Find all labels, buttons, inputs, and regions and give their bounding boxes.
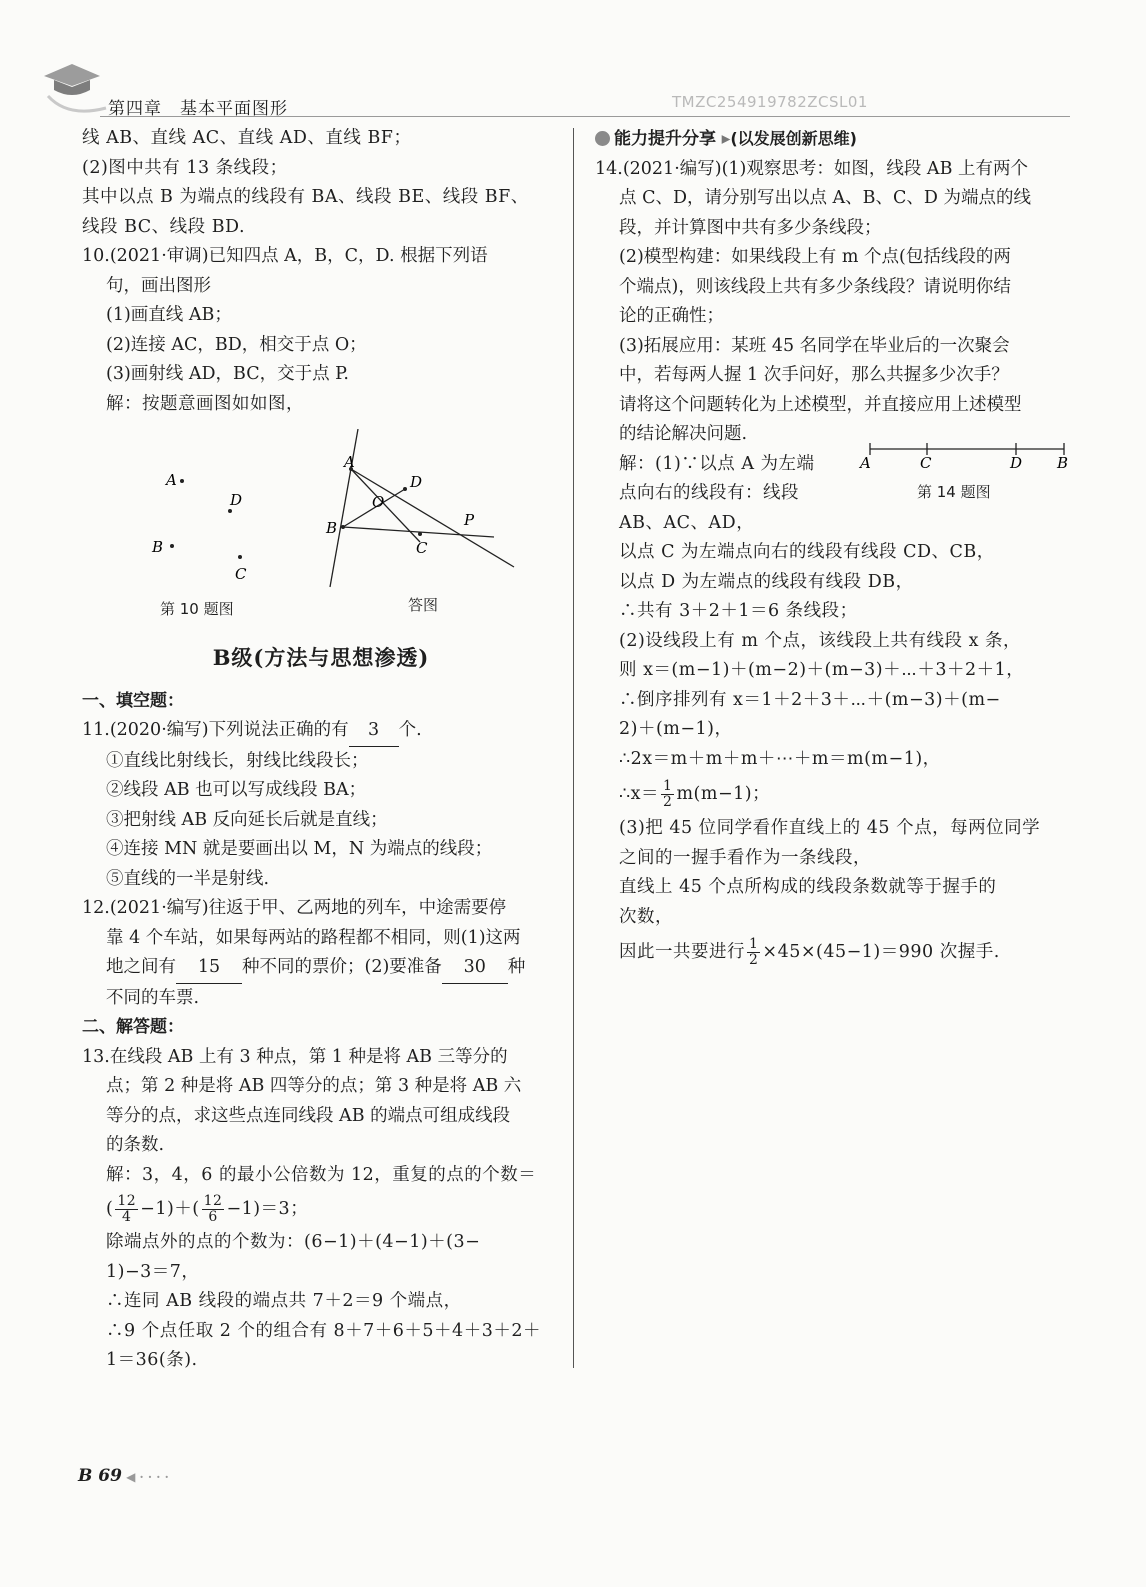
q12-answer-2: 30 <box>442 953 508 984</box>
question-14-line: 的结论解决问题. <box>619 424 748 444</box>
point-label: D <box>410 473 423 491</box>
question-12: 12.(2021·编写)往返于甲、乙两地的列车，中途需要停 <box>82 898 507 918</box>
question-12-line: 不同的车票. <box>106 987 200 1008</box>
right-column <box>595 124 1075 972</box>
formula-text: −1)＝3； <box>226 1199 309 1219</box>
q13-solution: 除端点外的点的个数为：(6−1)＋(4−1)＋(3− <box>106 1232 481 1252</box>
question-14-line: (2)模型构建：如果线段上有 m 个点(包括线段的两 <box>619 247 1011 267</box>
q10-points-figure <box>142 449 262 589</box>
point-label: B <box>326 519 338 537</box>
denominator: 2 <box>663 794 673 810</box>
q11-option: ②线段 AB 也可以写成线段 BA； <box>106 780 367 800</box>
question-14: 14.(2021·编写)(1)观察思考：如图，线段 AB 上有两个 <box>595 158 1028 179</box>
numerator: 1 <box>749 936 759 952</box>
fraction <box>202 1194 225 1225</box>
badge-icon <box>595 131 610 146</box>
q12-answer-1: 15 <box>176 953 242 984</box>
formula-text: ×45×(45−1)＝990 次握手. <box>762 942 1000 962</box>
page-number <box>78 1466 169 1486</box>
question-14-line: 论的正确性； <box>619 306 724 326</box>
point-label: D <box>1010 454 1023 472</box>
q10-answer-figure <box>318 429 538 599</box>
fig10-caption: 第 10 题图 <box>160 600 234 618</box>
chapter-title: 第四章 基本平面图形 <box>108 99 288 119</box>
point-label: C <box>416 539 428 557</box>
point-label: O <box>372 493 385 511</box>
point-label: D <box>230 491 243 509</box>
q14-solution: 之间的一握手看作为一条线段， <box>619 847 871 868</box>
q11-suffix: 个. <box>398 720 422 740</box>
formula-text: −1)＋( <box>140 1199 200 1219</box>
triangle-icon: ◀ · · · · <box>121 1470 169 1484</box>
q11-answer: 3 <box>349 716 399 747</box>
q11-option: ①直线比射线长，射线比线段长； <box>106 750 369 771</box>
q9-solution-line: 线 AB、直线 AC、直线 AD、直线 BF； <box>82 128 412 148</box>
page-header <box>0 0 1146 120</box>
question-10-line: (3)画射线 AD，BC，交于点 P. <box>106 364 349 384</box>
q13-solution: 1＝36(条). <box>106 1350 198 1370</box>
question-11 <box>82 716 560 747</box>
q12-text: 种 <box>507 957 526 977</box>
question-13-line: 点；第 2 种是将 AB 四等分的点；第 3 种是将 AB 六 <box>106 1076 522 1096</box>
q10-figures <box>82 419 552 619</box>
q10-solution: 解：按题意画图如如图， <box>106 393 304 414</box>
q14-solution: 以点 D 为左端点的线段有线段 DB， <box>619 571 914 592</box>
ability-heading <box>595 124 1075 155</box>
book-code: TMZC254919782ZCSL01 <box>672 93 868 111</box>
q11-option: ③把射线 AB 反向延长后就是直线； <box>106 809 388 830</box>
denominator: 2 <box>749 952 759 968</box>
numerator: 12 <box>117 1193 137 1209</box>
question-10-line: (2)连接 AC，BD，相交于点 O； <box>106 334 367 355</box>
q14-solution: 直线上 45 个点所构成的线段条数就等于握手的 <box>619 877 997 897</box>
q14-solution: 解：(1)∵以点 A 为左端 <box>619 453 815 474</box>
q9-solution-line: 其中以点 B 为端点的线段有 BA、线段 BE、线段 BF、 <box>82 187 529 207</box>
q14-solution: (3)把 45 位同学看作直线上的 45 个点，每两位同学 <box>619 818 1041 838</box>
denominator: 4 <box>122 1209 132 1225</box>
point-label: P <box>464 511 475 529</box>
q14-solution-formula <box>595 932 1075 972</box>
page-number-text: B 69 <box>78 1466 122 1486</box>
q9-solution-line: (2)图中共有 13 条线段； <box>82 157 288 178</box>
q14-solution: 点向右的线段有：线段 <box>619 483 799 503</box>
question-14-line: 请将这个问题转化为上述模型，并直接应用上述模型 <box>619 394 1022 415</box>
fig-answer-caption: 答图 <box>408 596 439 614</box>
q13-solution: ∴连同 AB 线段的端点共 7＋2＝9 个端点， <box>106 1291 462 1311</box>
point-label: A <box>344 453 355 471</box>
question-10-line: 句，画出图形 <box>106 275 211 296</box>
q11-text: 11.(2020·编写)下列说法正确的有 <box>82 720 349 740</box>
question-10-line: (1)画直线 AB； <box>106 305 232 325</box>
fraction <box>661 779 674 810</box>
q11-option: ⑤直线的一半是射线. <box>106 868 270 889</box>
point-label: B <box>152 538 164 556</box>
q14-solution: (2)设线段上有 m 个点，该线段上共有线段 x 条， <box>619 630 1022 651</box>
denominator: 6 <box>208 1209 218 1225</box>
q12-text: 地之间有 <box>106 957 176 977</box>
q13-solution: ∴9 个点任取 2 个的组合有 8＋7＋6＋5＋4＋3＋2＋ <box>106 1320 541 1341</box>
fill-blank-heading: 一、填空题： <box>82 690 184 711</box>
formula-text: m(m−1)； <box>676 784 771 804</box>
question-13-line: 的条数. <box>106 1135 165 1155</box>
point-label: B <box>1057 454 1069 472</box>
q14-solution: 以点 C 为左端点向右的线段有线段 CD、CB， <box>619 542 995 562</box>
paren: ( <box>106 1199 114 1219</box>
q12-text: 种不同的票价；(2)要准备 <box>242 957 442 977</box>
fraction <box>747 937 760 968</box>
q14-solution: ∴倒序排列有 x＝1＋2＋3＋⋯＋(m−3)＋(m− <box>619 689 1001 710</box>
q14-solution: AB、AC、AD， <box>619 512 755 533</box>
point-label: C <box>920 454 932 472</box>
ability-subtitle: (以发展创新思维) <box>730 129 857 148</box>
point-label: A <box>166 471 177 489</box>
question-10: 10.(2021·审调)已知四点 A，B，C，D. 根据下列语 <box>82 246 488 266</box>
q13-solution: 1)−3＝7， <box>106 1261 200 1282</box>
q14-solution: 则 x＝(m−1)＋(m−2)＋(m−3)＋⋯＋3＋2＋1， <box>619 660 1025 680</box>
q14-solution-formula <box>595 774 1075 814</box>
section-b-heading: B级(方法与思想渗透) <box>212 645 430 670</box>
q14-solution: ∴2x＝m＋m＋m＋⋯＋m＝m(m−1)， <box>619 748 941 769</box>
answer-heading: 二、解答题： <box>82 1017 184 1037</box>
q13-solution-formula <box>82 1190 560 1228</box>
point-label: C <box>235 565 247 583</box>
question-14-line: 点 C、D，请分别写出以点 A、B、C、D 为端点的线 <box>619 188 1032 208</box>
question-14-line: 段，并计算图中共有多少条线段； <box>619 217 882 238</box>
q9-solution-line: 线段 BC、线段 BD. <box>82 216 246 237</box>
question-13: 13.在线段 AB 上有 3 种点，第 1 种是将 AB 三等分的 <box>82 1046 508 1067</box>
ability-title: 能力提升分享 <box>614 129 716 149</box>
point-label: A <box>860 454 871 472</box>
numerator: 12 <box>203 1193 223 1209</box>
graduation-cap-icon <box>38 56 108 116</box>
q14-solution: 次数， <box>619 906 673 927</box>
q13-solution: 解：3，4，6 的最小公倍数为 12，重复的点的个数＝ <box>106 1164 537 1185</box>
fraction <box>115 1194 138 1225</box>
question-14-line: 中，若每两人握 1 次手问好，那么共握多少次手？ <box>619 365 1009 385</box>
left-column <box>82 124 560 1376</box>
q14-solution: 2)＋(m−1)， <box>619 719 733 739</box>
question-14-line: 个端点)，则该线段上共有多少条线段？请说明你结 <box>619 276 1011 297</box>
formula-text: 因此一共要进行 <box>619 942 745 962</box>
question-12-line: 靠 4 个车站，如果每两站的路程都不相同，则(1)这两 <box>106 927 521 948</box>
q11-option: ④连接 MN 就是要画出以 M，N 为端点的线段； <box>106 839 493 859</box>
numerator: 1 <box>663 778 673 794</box>
header-divider <box>100 116 1070 117</box>
question-13-line: 等分的点，求这些点连同线段 AB 的端点可组成线段 <box>106 1105 511 1126</box>
question-14-line: (3)拓展应用：某班 45 名同学在毕业后的一次聚会 <box>619 335 1010 356</box>
arrow-icon: ▸ <box>716 129 731 149</box>
column-divider <box>573 128 574 1368</box>
q14-solution: ∴共有 3＋2＋1＝6 条线段； <box>619 601 858 621</box>
question-12-line <box>82 953 560 984</box>
formula-text: ∴x＝ <box>619 784 660 804</box>
fig14-caption: 第 14 题图 <box>917 483 991 501</box>
